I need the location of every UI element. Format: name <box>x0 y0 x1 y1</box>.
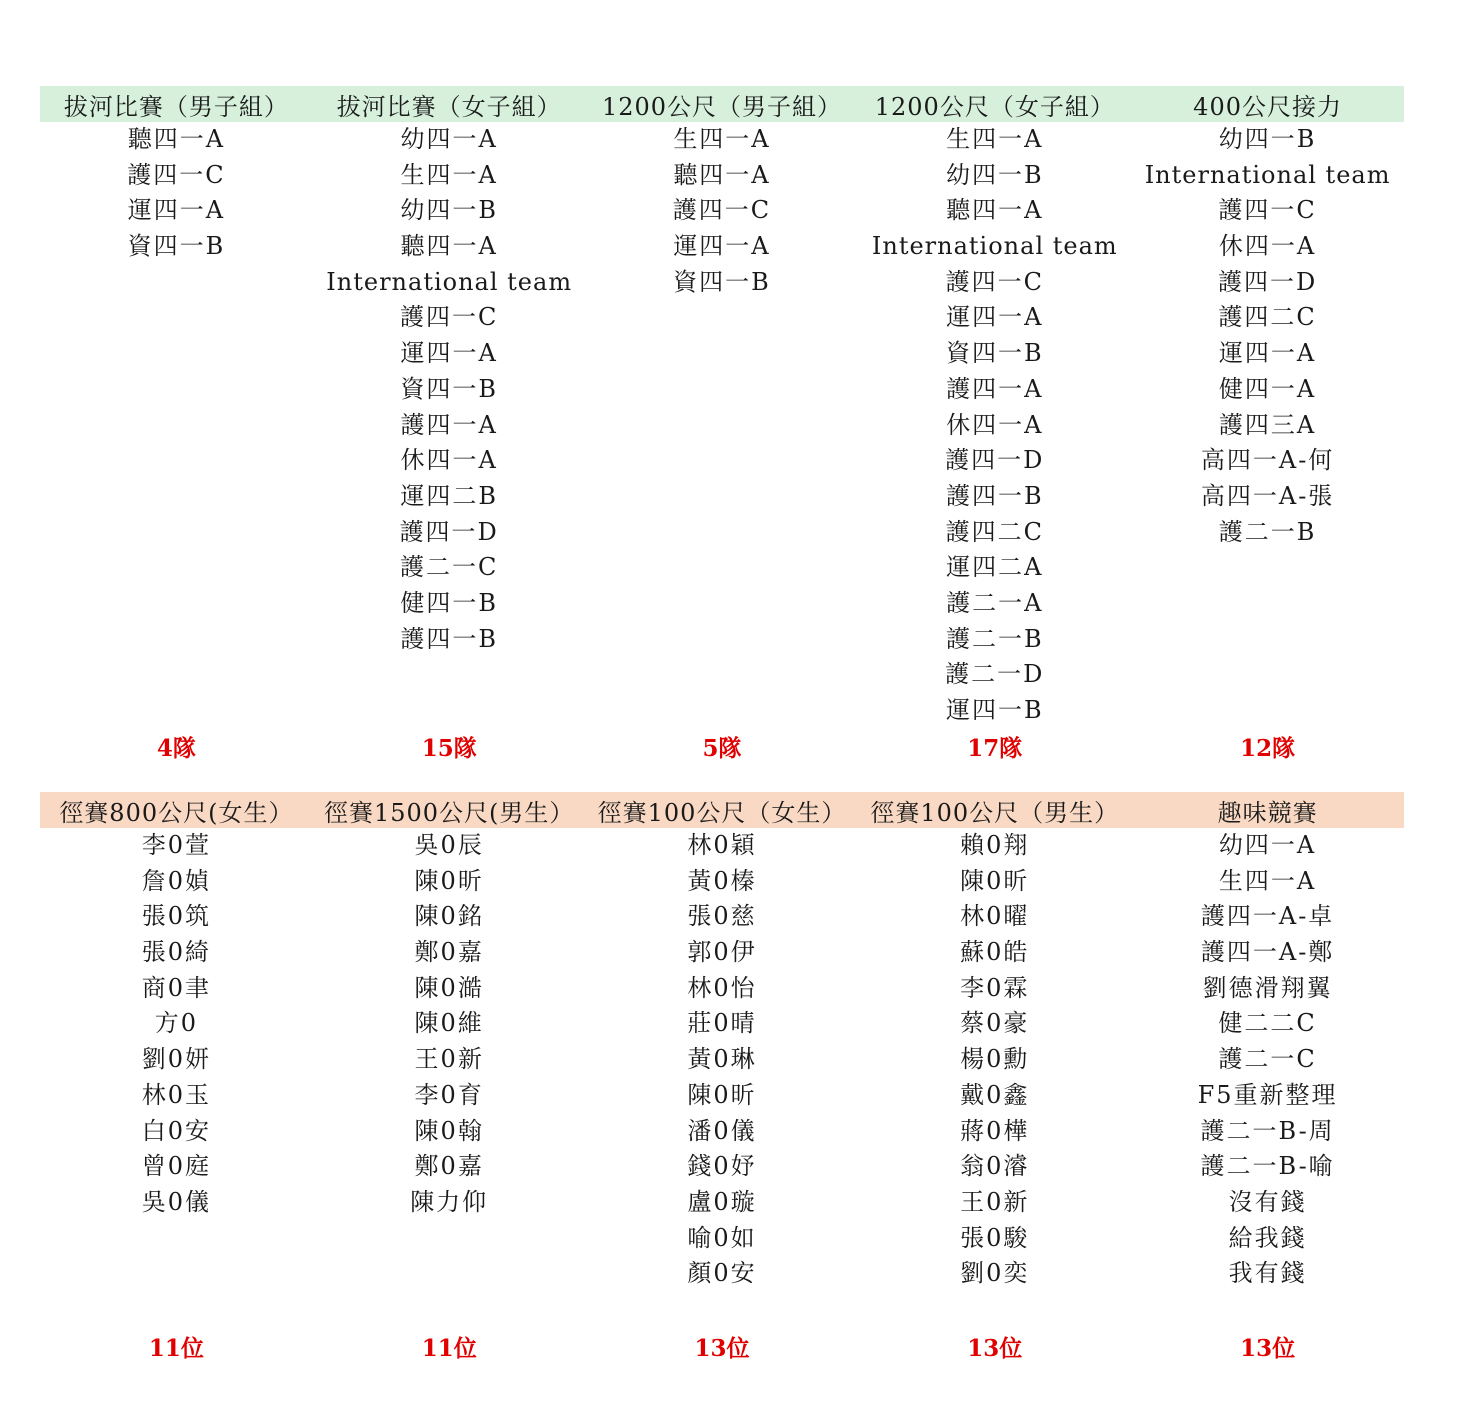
list-item: 休四一A <box>1218 232 1317 261</box>
list-item: 護四二C <box>945 517 1044 546</box>
list-item: 高四一A-張 <box>1200 481 1335 510</box>
list-item: 曾0庭 <box>141 1152 212 1181</box>
list-item: 鄭0嘉 <box>414 938 484 967</box>
list-item: 詹0媜 <box>141 866 212 895</box>
list-item: 護二一C <box>400 553 499 582</box>
list-item: 護四二C <box>1218 303 1317 332</box>
list-item: 運四一A <box>673 232 771 261</box>
team-event-total-1: 4隊 <box>156 735 196 762</box>
list-item: 劉0妍 <box>141 1045 212 1074</box>
list-item: 蔣0樺 <box>960 1116 1030 1145</box>
individual-event-total-4: 13位 <box>967 1335 1023 1362</box>
list-item: 護四一D <box>945 446 1045 475</box>
team-events-totals-row <box>40 730 1404 763</box>
individual-event-header-3: 徑賽100公尺（女生） <box>597 798 847 827</box>
list-item: 我有錢 <box>1228 1259 1307 1288</box>
list-item: 方0 <box>154 1009 199 1038</box>
list-item: 高四一A-何 <box>1200 446 1335 475</box>
list-item: 莊0晴 <box>687 1009 757 1038</box>
team-event-header-5: 400公尺接力 <box>1193 92 1342 121</box>
list-item: 幼四一B <box>1218 125 1317 153</box>
list-item: 吳0儀 <box>141 1187 212 1216</box>
individual-event-total-5: 13位 <box>1240 1335 1296 1362</box>
list-item: International team <box>871 232 1118 261</box>
team-event-header-1: 拔河比賽（男子組） <box>63 92 289 121</box>
list-item: 陳0銘 <box>414 902 484 931</box>
list-item: 護二一B <box>945 624 1044 653</box>
list-item: 李0育 <box>414 1080 484 1109</box>
individual-event-column-4 <box>858 828 1131 1292</box>
team-event-column-5 <box>1131 122 1404 729</box>
list-item: 劉0奕 <box>960 1259 1030 1288</box>
list-item: 護四一C <box>127 160 226 189</box>
team-events-columns <box>40 122 1404 729</box>
list-item: 李0霖 <box>960 973 1030 1002</box>
list-item: F5重新整理 <box>1197 1080 1338 1109</box>
list-item: 陳力仰 <box>410 1187 489 1216</box>
list-item: 鄭0嘉 <box>414 1152 484 1181</box>
individual-events-section <box>40 792 1404 1292</box>
list-item: 聽四一A <box>946 196 1044 225</box>
list-item: 林0怡 <box>687 973 757 1002</box>
list-item: 護四一D <box>1217 267 1318 296</box>
list-item: 錢0妤 <box>687 1152 757 1181</box>
list-item: 張0駿 <box>960 1223 1030 1252</box>
list-item: 陳0昕 <box>414 866 484 895</box>
individual-event-column-1 <box>40 828 313 1292</box>
individual-event-column-2 <box>313 828 586 1292</box>
list-item: 護二一D <box>945 660 1045 689</box>
list-item: 黃0琳 <box>687 1045 757 1074</box>
team-event-total-4: 17隊 <box>967 735 1023 762</box>
list-item: 護四一C <box>672 196 772 225</box>
team-event-header-4: 1200公尺（女子組） <box>874 92 1115 121</box>
list-item: 護四一C <box>945 267 1044 296</box>
individual-events-columns <box>40 828 1404 1292</box>
individual-event-total-3: 13位 <box>694 1335 750 1362</box>
list-item: 護二一B-周 <box>1200 1116 1335 1145</box>
list-item: 生四一A <box>400 160 498 189</box>
list-item: 林0曜 <box>960 902 1030 931</box>
list-item: 護四一C <box>1218 196 1317 225</box>
individual-event-total-2: 11位 <box>421 1335 477 1362</box>
list-item: 護四三A <box>1218 410 1317 439</box>
list-item: 給我錢 <box>1228 1223 1307 1252</box>
team-event-column-2 <box>313 122 586 729</box>
list-item: 劉德滑翔翼 <box>1202 973 1333 1002</box>
individual-event-header-2: 徑賽1500公尺(男生） <box>323 798 575 827</box>
list-item: 護四一B <box>400 624 499 653</box>
list-item: 李0萱 <box>141 831 212 859</box>
list-item: 運四二A <box>946 553 1044 582</box>
list-item: 林0穎 <box>687 831 757 859</box>
list-item: 生四一A <box>673 125 771 153</box>
list-item: 幼四一B <box>945 160 1044 189</box>
list-item: 護二一A <box>946 588 1044 617</box>
list-item: 休四一A <box>946 410 1044 439</box>
list-item: 運四一A <box>946 303 1044 332</box>
list-item: 護四一A-卓 <box>1200 902 1335 931</box>
team-event-total-5: 12隊 <box>1240 735 1296 762</box>
team-events-section <box>40 86 1404 729</box>
list-item: 護四一A-鄭 <box>1200 938 1335 967</box>
team-event-header-2: 拔河比賽（女子組） <box>336 92 562 121</box>
list-item: 運四一A <box>127 196 226 225</box>
list-item: 陳0昕 <box>960 866 1030 895</box>
list-item: 陳0維 <box>414 1009 484 1038</box>
individual-event-header-5: 趣味競賽 <box>1217 798 1318 827</box>
list-item: 護四一A <box>946 374 1044 403</box>
list-item: 健四一B <box>400 588 499 617</box>
individual-event-column-3 <box>586 828 859 1292</box>
individual-events-header-row <box>40 792 1404 828</box>
list-item: 王0新 <box>414 1045 484 1074</box>
list-item: 潘0儀 <box>687 1116 757 1145</box>
team-event-column-4 <box>858 122 1131 729</box>
team-event-column-3 <box>586 122 859 729</box>
list-item: 護四一D <box>399 517 499 546</box>
list-item: 盧0璇 <box>687 1187 757 1216</box>
list-item: 翁0濬 <box>960 1152 1030 1181</box>
list-item: 楊0勳 <box>960 1045 1030 1074</box>
list-item: 蘇0皓 <box>960 938 1030 967</box>
list-item: 護四一B <box>945 481 1044 510</box>
list-item: 戴0鑫 <box>960 1080 1030 1109</box>
list-item: 生四一A <box>946 125 1044 153</box>
list-item: 幼四一A <box>1218 831 1317 859</box>
list-item: 聽四一A <box>127 125 226 153</box>
list-item: 資四一B <box>127 232 226 261</box>
list-item: 運四二B <box>400 481 499 510</box>
individual-event-column-5 <box>1131 828 1404 1292</box>
list-item: 運四一A <box>400 339 498 368</box>
list-item: 資四一B <box>673 267 771 296</box>
list-item: 蔡0豪 <box>960 1009 1030 1038</box>
list-item: 聽四一A <box>400 232 498 261</box>
list-item: 生四一A <box>1218 866 1317 895</box>
list-item: 顏0安 <box>687 1259 757 1288</box>
list-item: 陳0澔 <box>414 973 484 1002</box>
list-item: 資四一B <box>945 339 1044 368</box>
list-item: 白0安 <box>141 1116 212 1145</box>
list-item: 黃0榛 <box>687 866 757 895</box>
list-item: International team <box>326 267 573 296</box>
team-events-header-row <box>40 86 1404 122</box>
team-event-total-2: 15隊 <box>421 735 477 762</box>
list-item: 運四一A <box>1218 339 1317 368</box>
list-item: 護二一C <box>1218 1045 1317 1074</box>
list-item: 林0玉 <box>141 1080 212 1109</box>
list-item: 張0筑 <box>141 902 212 931</box>
list-item: 吳0辰 <box>414 831 484 859</box>
list-item: 陳0翰 <box>414 1116 484 1145</box>
list-item: 聽四一A <box>673 160 771 189</box>
list-item: 健二二C <box>1218 1009 1317 1038</box>
list-item: 護四一C <box>400 303 499 332</box>
list-item: 運四一B <box>945 696 1044 724</box>
list-item: 賴0翔 <box>960 831 1030 859</box>
list-item: 幼四一B <box>400 196 499 225</box>
list-item: 張0綺 <box>141 938 212 967</box>
team-event-header-3: 1200公尺（男子組） <box>601 92 843 121</box>
list-item: International team <box>1144 160 1391 189</box>
individual-event-total-1: 11位 <box>148 1335 204 1362</box>
list-item: 健四一A <box>1218 374 1317 403</box>
list-item: 護二一B-喻 <box>1200 1152 1335 1181</box>
list-item: 休四一A <box>400 446 498 475</box>
list-item: 張0慈 <box>687 902 757 931</box>
team-event-total-3: 5隊 <box>702 735 742 762</box>
list-item: 郭0伊 <box>687 938 757 967</box>
list-item: 沒有錢 <box>1228 1187 1307 1216</box>
individual-events-totals-row <box>40 1330 1404 1363</box>
individual-event-header-1: 徑賽800公尺(女生） <box>59 798 294 827</box>
team-event-column-1 <box>40 122 313 729</box>
list-item: 商0聿 <box>141 973 212 1002</box>
list-item: 幼四一A <box>400 125 498 153</box>
individual-event-header-4: 徑賽100公尺（男生） <box>870 798 1120 827</box>
list-item: 王0新 <box>960 1187 1030 1216</box>
list-item: 護四一A <box>400 410 498 439</box>
list-item: 護二一B <box>1218 517 1317 546</box>
list-item: 資四一B <box>400 374 499 403</box>
list-item: 喻0如 <box>687 1223 757 1252</box>
list-item: 陳0昕 <box>687 1080 757 1109</box>
